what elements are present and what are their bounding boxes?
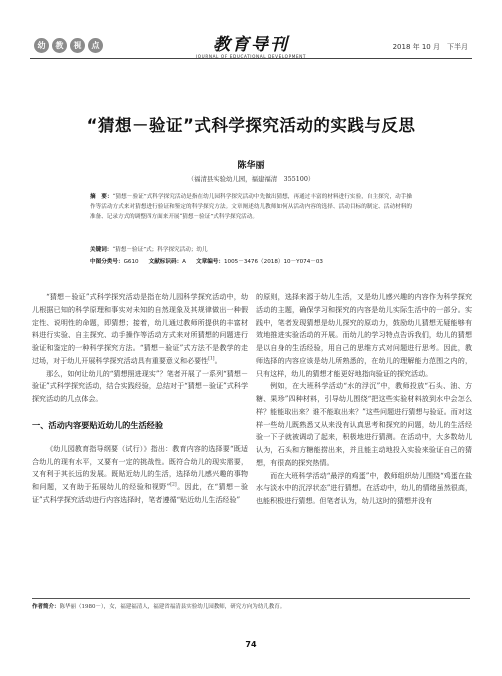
section-char: 点 [88,38,103,53]
page-number: 74 [245,640,257,649]
classification-info [90,257,420,267]
section-char: 教 [52,38,67,53]
body-paragraph: 而在大班科学活动“最浮的鸡蛋”中，教师组织幼儿围绕“鸡蛋在盐水与淡水中的沉浮状态”进行猜想。在活动中，幼儿的情绪虽然很高，也能积极进行猜想。但笔者认为，幼儿这时的猜想并没有 [256,470,472,505]
left-column [32,291,248,507]
article-title: “猜想－验证”式科学探究活动的实践与反思 [86,116,416,135]
abstract [90,192,412,222]
citation-ref: [2] [170,482,177,488]
footnote-divider [32,598,470,599]
journal-name-cn: 教育导刊 [213,35,289,55]
article-author: 陈华丽 [237,161,265,171]
body-paragraph: 的原则，选择来源于幼儿生活，又是幼儿感兴趣的内容作为科学探究活动的主题，确保学习和探究的内容是幼儿实际生活中的一部分。实践中，笔者发现猜想是幼儿探究的原动力，鼓励幼儿猜想无疑能够有效地推进实验活动的开展。而幼儿的学习特点告诉我们，幼儿的猜想是以自身的生活经验，用自己的思维方式对问题进行思考。因此，教师选择的内容应该是幼儿所熟悉的，在幼儿的理解能力范围之内的，只有这样，幼儿的猜想才能更好地指向验证的探究活动。 [256,292,472,378]
citation-ref: [1] [208,356,215,362]
keywords-text: “猜想－验证”式；科学探究活动；幼儿 [112,247,208,253]
author-affiliation: （福清县实验幼儿园，福建福清 355100） [187,175,315,183]
doc-code-value: A [182,259,186,265]
body-paragraph: 《幼儿园教育指导纲要（试行）》指出：教育内容的选择要“既适合幼儿的现有水平，又要有一定的挑战性。既符合幼儿的现实需要，又有利于其长远的发展。既贴近幼儿的生活，选择幼儿感兴趣的事物和问题，又有助于拓展幼儿的经验和视野”[2]。因此，在“猜想－验证”式科学探究活动进行内容选择时，笔者遵循“贴近幼儿生活经验” [32,443,249,504]
abstract-text: “猜想－验证”式科学探究活动是指在幼儿园科学探究活动中先做出猜想，再通过丰富的材料进行实验，自主探究，动手操作等活动方式来对猜想进行验证和鉴定的科学探究方法。文章阐述幼儿教师如何从活动内容的选择、活动目标的制定、活动材料的准备、记录方式的调整四方面来开展“猜想－验证”式科学探究活动。 [90,194,412,220]
journal-name-en: JOURNAL OF EDUCATIONAL DEVELOPMENT [195,54,307,59]
clc-label: 中图分类号： [90,259,124,265]
section-heading: 一、活动内容要贴近幼儿的生活经验 [32,419,164,430]
clc-value: G610 [123,259,139,265]
keywords [90,245,412,255]
body-paragraph: 那么，如何让幼儿的“猜想照进现实”？笔者开展了一系列“猜想－验证”式科学探究活动，结合实践经验，总结对于“猜想－验证”式科学探究活动的几点体会。 [32,368,248,403]
keywords-label: 关键词： [90,247,113,253]
section-char: 視 [70,38,85,53]
footnote-label: 作者简介： [32,604,60,610]
issue-date: 2018 年 10 月 下半月 [392,43,468,51]
section-char: 幼 [34,38,49,53]
page-header [0,0,502,59]
right-column [256,291,472,508]
body-paragraph: “猜想－验证”式科学探究活动是指在幼儿园科学探究活动中，幼儿根据已知的科学原理和事实对未知的自然现象及其规律做出一种假定性、说明性的命题，即猜想；接着，幼儿通过教师所提供的丰富材料进行实验、自主探究、动手操作等活动方式来对所猜想的问题进行验证和鉴定的一种科学探究方法。“猜想－验证”式方法不是教学的走过场，对于幼儿开展科学探究活动具有重要意义和必要性[1]。 [32,292,248,365]
body-paragraph: 例如，在大班科学活动“水的浮沉”中，教师投放“石头、油、方糖、果珍”四种材料，引导幼儿围绕“把这些实验材料放到水中会怎么样？能能取出来？谁不能取出来？”这些问题进行猜想与验证。而对这样一些幼儿既熟悉又从来没有认真思考和探究的问题，幼儿的生活经验一下子就被调动了起来，积极地进行猜测。在活动中，大多数幼儿认为，石头和方糖能捞出来，并且能主动地投入实验来验证自己的猜想，有很高的探究热情。 [256,381,472,467]
abstract-label: 摘 要： [90,194,113,200]
doc-code-label: 文献标识码： [148,259,183,265]
article-no-label: 文章编号： [196,259,224,265]
author-bio-footnote [32,603,472,612]
header-divider [30,58,472,59]
article-no-value: 1005－3476（2018）10－Y074－03 [223,259,323,265]
footnote-text: 陈华丽（1980－），女，福建福清人，福建省福清县实验幼儿园教师，研究方向为幼儿教育。 [59,604,286,610]
